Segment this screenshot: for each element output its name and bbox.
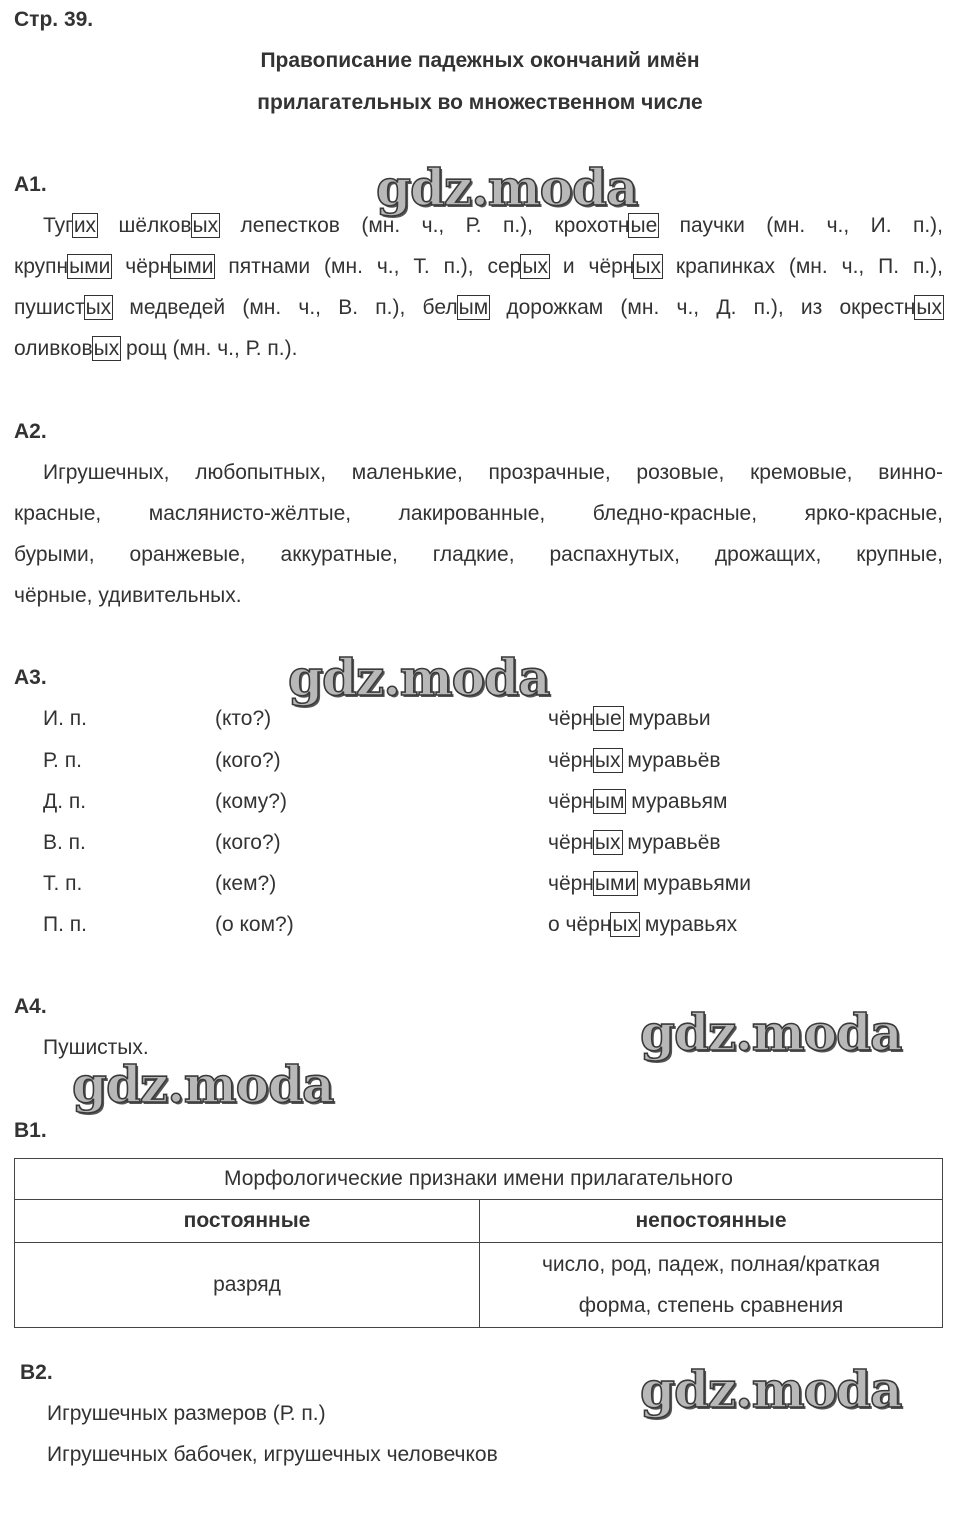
b2-line-2: Игрушечных бабочек, игрушечных человечков bbox=[47, 1443, 498, 1466]
a3-question: (кому?) bbox=[215, 790, 287, 813]
table-header: Морфологические признаки имени прилагательного bbox=[15, 1159, 943, 1200]
a1-line-2: крупными чёрными пятнами (мн. ч., Т. п.), серых и чёрных крапинках (мн. ч., П. п.), bbox=[14, 255, 944, 278]
a3-phrase: чёрным муравьям bbox=[548, 790, 728, 813]
a1-line-4: оливковых рощ (мн. ч., Р. п.). bbox=[14, 337, 298, 360]
page-number: Стр. 39. bbox=[14, 8, 94, 31]
watermark-1: gdz.moda bbox=[376, 158, 638, 217]
a3-case: Д. п. bbox=[43, 790, 87, 813]
a3-case: Т. п. bbox=[43, 872, 83, 895]
table-col-variable: непостоянные bbox=[480, 1200, 943, 1243]
a3-case: В. п. bbox=[43, 831, 86, 854]
watermark-4: gdz.moda bbox=[72, 1055, 334, 1114]
section-label-b1: В1. bbox=[14, 1119, 47, 1142]
table-cell-variable: число, род, падеж, полная/краткая форма, степень сравнения bbox=[480, 1243, 943, 1328]
section-label-a1: А1. bbox=[14, 173, 47, 196]
page-title-line1: Правописание падежных окончаний имён bbox=[260, 49, 700, 72]
a2-line-3: бурыми, оранжевые, аккуратные, гладкие, распахнутых, дрожащих, крупные, bbox=[14, 543, 943, 566]
morphology-table bbox=[14, 1158, 943, 1328]
section-label-a3: А3. bbox=[14, 666, 47, 689]
a3-phrase: чёрных муравьёв bbox=[548, 831, 721, 854]
a2-line-2: красные, маслянисто-жёлтые, лакированные, бледно-красные, ярко-красные, bbox=[14, 502, 943, 525]
watermark-5: gdz.moda bbox=[640, 1360, 902, 1419]
watermark-2: gdz.moda bbox=[288, 648, 550, 707]
a2-line-4: чёрные, удивительных. bbox=[14, 584, 242, 607]
a3-case: Р. п. bbox=[43, 749, 82, 772]
section-label-b2: В2. bbox=[20, 1361, 53, 1384]
page-title-line2: прилагательных во множественном числе bbox=[257, 91, 703, 114]
table-col-constant: постоянные bbox=[15, 1200, 480, 1243]
a3-phrase: о чёрных муравьях bbox=[548, 913, 738, 936]
a3-question: (о ком?) bbox=[215, 913, 294, 936]
a1-line-1: Тугих шёлковых лепестков (мн. ч., Р. п.), крохотные паучки (мн. ч., И. п.), bbox=[43, 214, 944, 237]
table-cell-constant: разряд bbox=[15, 1243, 480, 1328]
b2-line-1: Игрушечных размеров (Р. п.) bbox=[47, 1402, 326, 1425]
a3-question: (кого?) bbox=[215, 831, 281, 854]
section-label-a4: А4. bbox=[14, 995, 47, 1018]
a3-question: (кем?) bbox=[215, 872, 277, 895]
section-label-a2: А2. bbox=[14, 420, 47, 443]
a3-question: (кого?) bbox=[215, 749, 281, 772]
a1-line-3: пушистых медведей (мн. ч., В. п.), белым дорожкам (мн. ч., Д. п.), из окрестных bbox=[14, 296, 942, 319]
a2-line-1: Игрушечных, любопытных, маленькие, прозрачные, розовые, кремовые, винно- bbox=[43, 461, 943, 484]
a3-phrase: чёрных муравьёв bbox=[548, 749, 721, 772]
watermark-3: gdz.moda bbox=[640, 1003, 902, 1062]
a3-case: П. п. bbox=[43, 913, 87, 936]
a4-answer: Пушистых. bbox=[43, 1036, 149, 1059]
a3-phrase: чёрные муравьи bbox=[548, 707, 711, 730]
a3-phrase: чёрными муравьями bbox=[548, 872, 751, 895]
a3-question: (кто?) bbox=[215, 707, 272, 730]
a3-case: И. п. bbox=[43, 707, 87, 730]
